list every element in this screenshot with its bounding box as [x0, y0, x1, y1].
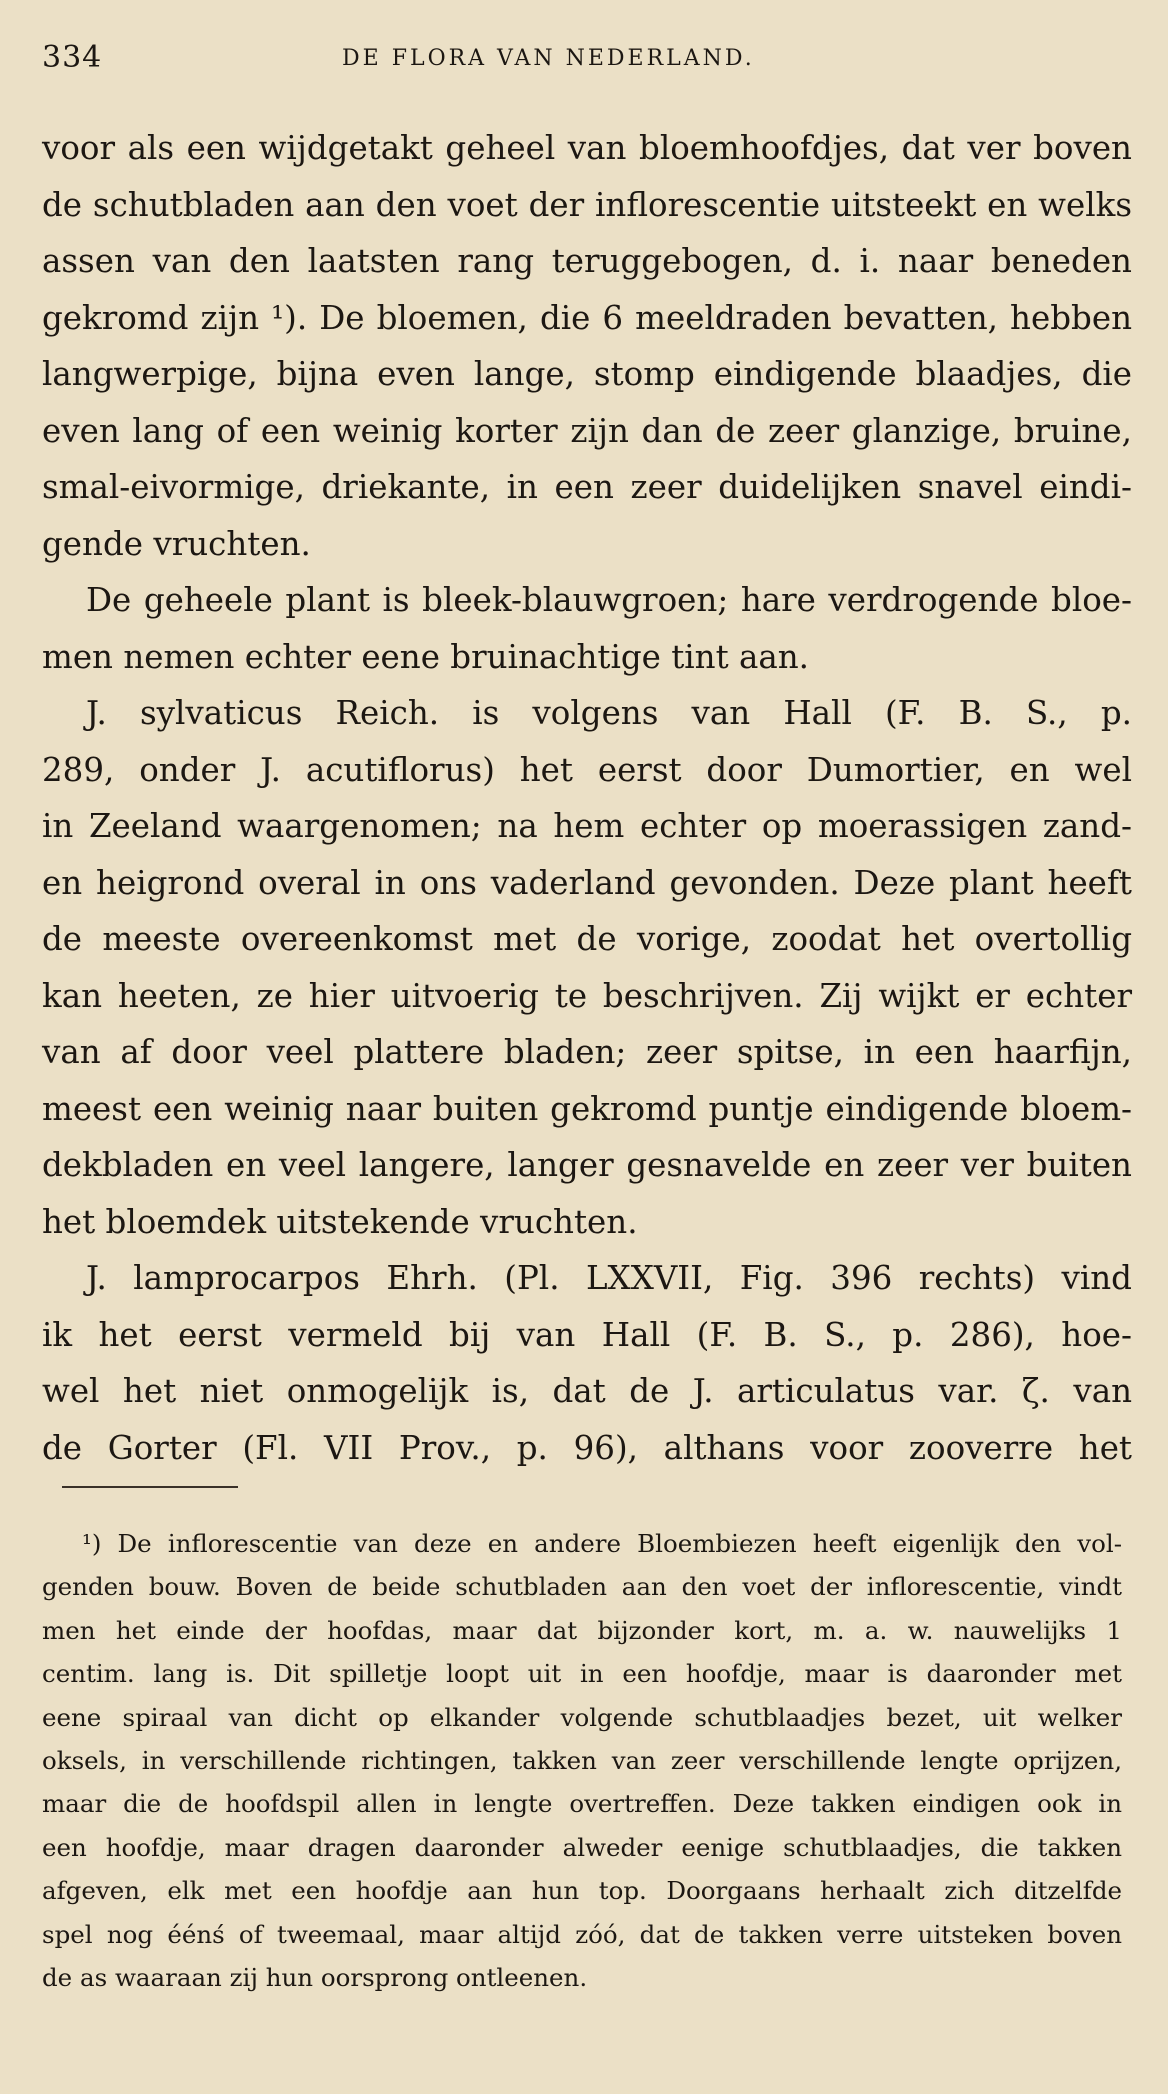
footnote-rule	[62, 1486, 238, 1488]
text-line: men nemen echter eene bruinachtige tint aan.	[42, 637, 810, 676]
text-line: de meeste overeenkomst met de vorige, zoodat het overtollig	[42, 920, 1132, 958]
text-line: het bloemdek uitstekende vruchten.	[42, 1202, 638, 1241]
text-line: langwerpige, bijna even lange, stomp eindigende blaadjes, die	[42, 355, 1132, 393]
text-line: de schutbladen aan den voet der inflorescentie uitsteekt en welks	[42, 185, 1132, 224]
text-line: ik het eerst vermeld bij van Hall (F. B. S., p. 286), hoe-	[42, 1315, 1132, 1354]
footnote-line: oksels, in verschillende richtingen, takken van zeer verschillende lengte oprijzen,	[42, 1745, 1122, 1775]
text-line: de Gorter (Fl. VII Prov., p. 96), althans voor zooverre het	[42, 1428, 1132, 1467]
footnote-line: genden bouw. Boven de beide schutbladen aan den voet der inflorescentie, vindt	[42, 1572, 1122, 1602]
body-text	[42, 120, 1132, 1476]
footnote-line: centim. lang is. Dit spilletje loopt uit in een hoofdje, maar is daaronder met	[42, 1659, 1122, 1689]
footnote-line: de as waaraan zij hun oorsprong ontleenen.	[42, 1962, 588, 1992]
text-line: wel het niet onmogelijk is, dat de J. articulatus var. ζ. van	[42, 1372, 1132, 1410]
footnote-line: maar die de hoofdspil allen in lengte overtreffen. Deze takken eindigen ook in	[42, 1789, 1122, 1819]
text-line: 289, onder J. acutiflorus) het eerst door Dumortier, en wel	[42, 750, 1132, 789]
text-line: De geheele plant is bleek-blauwgroen; hare verdrogende bloe-	[86, 581, 1132, 619]
text-line: even lang of een weinig korter zijn dan de zeer glanzige, bruine,	[42, 411, 1132, 450]
text-line: dekbladen en veel langere, langer gesnavelde en zeer ver buiten	[42, 1146, 1132, 1184]
text-line: smal-eivormige, driekante, in een zeer duidelijken snavel eindi-	[42, 468, 1132, 506]
text-line: J. sylvaticus Reich. is volgens van Hall (F. B. S., p.	[86, 694, 1132, 732]
page-number: 334	[42, 40, 103, 75]
text-line: van af door veel plattere bladen; zeer spitse, in een haarfijn,	[42, 1033, 1132, 1071]
footnote-line: een hoofdje, maar dragen daaronder alweder eenige schutblaadjes, die takken	[42, 1832, 1122, 1862]
text-line: voor als een wijdgetakt geheel van bloemhoofdjes, dat ver boven	[42, 129, 1132, 167]
text-line: meest een weinig naar buiten gekromd puntje eindigende bloem-	[42, 1089, 1132, 1128]
page-header	[42, 40, 1132, 80]
text-line: assen van den laatsten rang teruggebogen, d. i. naar beneden	[42, 242, 1132, 280]
text-line: in Zeeland waargenomen; na hem echter op moerassigen zand-	[42, 807, 1132, 845]
text-line: kan heeten, ze hier uitvoerig te beschrijven. Zij wijkt er echter	[42, 976, 1132, 1015]
text-line: J. lamprocarpos Ehrh. (Pl. LXXVII, Fig. 396 rechts) vind	[86, 1259, 1132, 1297]
footnote-line: eene spiraal van dicht op elkander volgende schutblaadjes bezet, uit welker	[42, 1702, 1122, 1732]
footnote-line: spel nog éénś of tweemaal, maar altijd zóó, dat de takken verre uitsteken boven	[42, 1919, 1122, 1949]
footnote-line: afgeven, elk met een hoofdje aan hun top. Doorgaans herhaalt zich ditzelfde	[42, 1876, 1122, 1906]
running-head: DE FLORA VAN NEDERLAND.	[342, 46, 755, 71]
footnote	[42, 1522, 1122, 1999]
text-line: gende vruchten.	[42, 524, 311, 563]
footnote-line: men het einde der hoofdas, maar dat bijzonder kort, m. a. w. nauwelijks 1	[42, 1615, 1122, 1645]
text-line: en heigrond overal in ons vaderland gevonden. Deze plant heeft	[42, 863, 1132, 902]
footnote-line: ¹) De inflorescentie van deze en andere Bloembiezen heeft eigenlijk den vol-	[82, 1529, 1122, 1558]
text-line: gekromd zijn ¹). De bloemen, die 6 meeldraden bevatten, hebben	[42, 298, 1132, 337]
